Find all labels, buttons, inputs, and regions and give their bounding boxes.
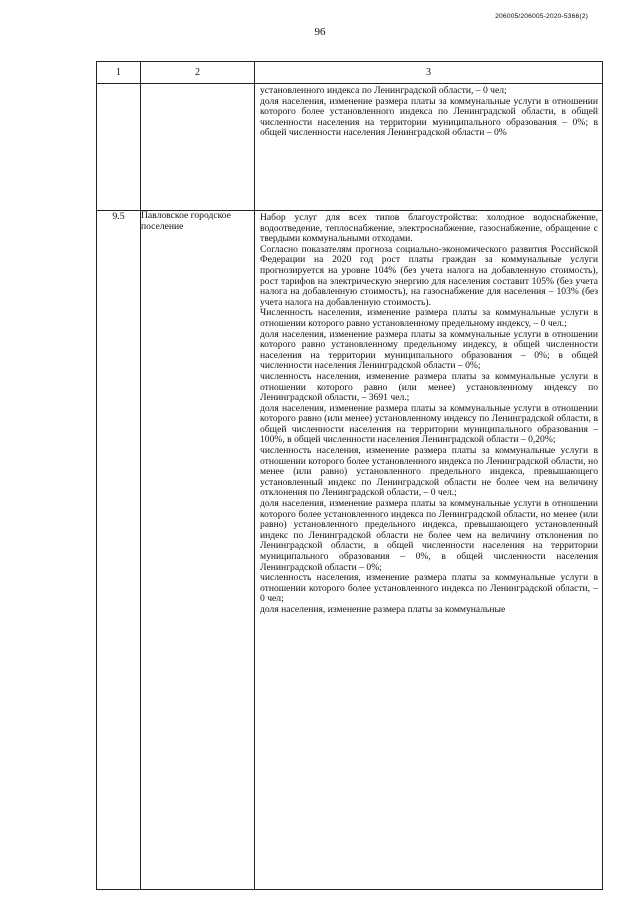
table-row: [97, 211, 603, 890]
row-number-cell: [97, 84, 141, 211]
paragraph: доля населения, изменение размера платы за коммунальные: [260, 603, 506, 615]
paragraph: численность населения, изменение размера платы за коммунальные услуги в отношении которого более установленного индекса по Ленинградской области, – 0 чел;: [260, 572, 598, 605]
paragraph: установленного индекса по Ленинградской области, – 0 чел;: [260, 85, 507, 96]
row-name-cell: [141, 84, 255, 211]
table-row: [97, 84, 603, 211]
paragraph: доля населения, изменение размера платы за коммунальные услуги в отношении которого более установленного индекса по Ленинградской области, в общей численности населения на территории муниципального образования – 0%; в общей численности населения Ленинградской области – 0%: [260, 95, 598, 139]
row-text-cell: [255, 84, 603, 211]
document-table: [96, 61, 603, 890]
paragraph: Численность населения, изменение размера платы за коммунальные услуги в отношении которого равно установленному предельному индексу, – 0 чел.;: [260, 307, 598, 329]
paragraph: доля населения, изменение размера платы за коммунальные услуги в отношении которого равно установленному предельному индексу, в общей численности населения на территории муниципального образования – 0%; в общей численности населения Ленинградской области – 0%;: [260, 328, 598, 372]
row-text-cell: [255, 211, 603, 890]
row-number: 9.5: [97, 211, 141, 890]
paragraph: численность населения, изменение размера платы за коммунальные услуги в отношении которого равно (или менее) установленному индексу по Ленинградской области, – 3691 чел.;: [260, 370, 598, 404]
paragraph: численность населения, изменение размера платы за коммунальные услуги в отношении которого более установленного индекса по Ленинградской области, но менее (или равно) установленного предельного индекса, превышающего установленный индекс по Ленинградской области не более чем на величину отклонения по Ленинградской области, – 0 чел.;: [260, 445, 598, 499]
table-header-row: [97, 62, 603, 84]
paragraph: доля населения, изменение размера платы за коммунальные услуги в отношении которого равно (или менее) установленному индексу по Ленинградской области, в общей численности населения на территории муниципального образования – 100%, в общей численности населения Ленинградской области – 0,20%;: [260, 402, 598, 446]
column-header-1: 1: [97, 62, 141, 84]
column-header-2: 2: [141, 62, 255, 84]
paragraph: Набор услуг для всех типов благоустройства: холодное водоснабжение, водоотведение, теплоснабжение, электроснабжение, газоснабжение, обращение с твердыми коммунальными отходами.: [260, 212, 598, 245]
column-header-3: 3: [255, 62, 603, 84]
paragraph: доля населения, изменение размера платы за коммунальные услуги в отношении которого более установленного индекса по Ленинградской области, но менее (или равно) установленного предельного индекса, превышающего установленный индекс по Ленинградской области не более чем на величину отклонения по Ленинградской области, в общей численности населения на территории муниципального образования – 0%, в общей численности населения Ленинградской области – 0%;: [260, 498, 598, 573]
municipality-name: Павловское городское поселение: [141, 211, 255, 890]
document-code: 206005/206005-2020-5366(2): [495, 13, 588, 20]
paragraph: Согласно показателям прогноза социально-экономического развития Российской Федерации на 2020 год рост платы граждан за коммунальные услуги прогнозируется на уровне 104% (без учета налога на добавленную стоимость), рост тарифов на электрическую энергию для населения составит 105% (без учета налога на добавленную стоимость), на газоснабжение для населения – 103% (без учета налога на добавленную стоимость).: [260, 243, 598, 308]
page-number: 96: [314, 26, 326, 38]
